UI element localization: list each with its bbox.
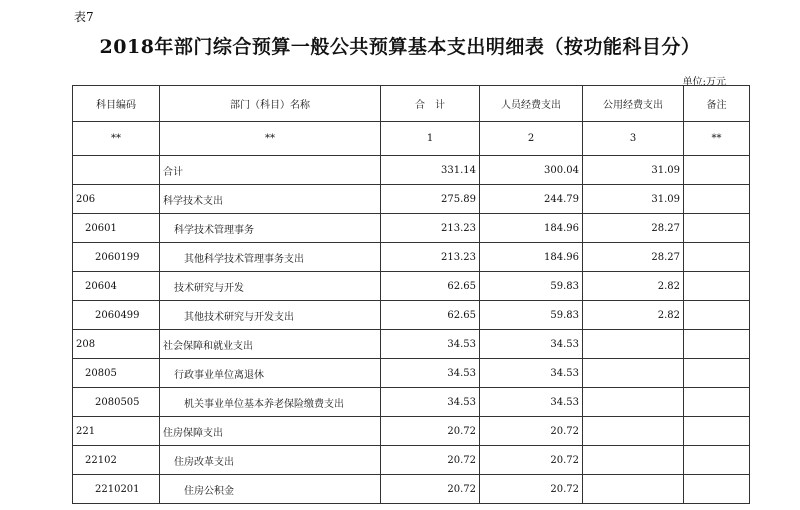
cell-total: 62.65 (381, 272, 480, 301)
table-row (73, 156, 750, 185)
cell-code: 22102 (73, 446, 160, 475)
cell-public: 2.82 (583, 301, 684, 330)
cell-total: 213.23 (381, 214, 480, 243)
header-public: 公用经费支出 (583, 86, 684, 122)
table-row (73, 243, 750, 272)
cell-name: 合计 (160, 156, 381, 185)
cell-public: 2.82 (583, 272, 684, 301)
cell-name: 其他技术研究与开发支出 (160, 301, 381, 330)
cell-note (684, 185, 750, 214)
table-body (73, 156, 750, 504)
header-name: 部门（科目）名称 (160, 86, 381, 122)
cell-name: 社会保障和就业支出 (160, 330, 381, 359)
cell-code: 20601 (73, 214, 160, 243)
cell-note (684, 301, 750, 330)
cell-name: 行政事业单位离退休 (160, 359, 381, 388)
cell-total: 20.72 (381, 475, 480, 504)
cell-total: 275.89 (381, 185, 480, 214)
subheader-personnel: 2 (480, 122, 583, 156)
cell-public (583, 388, 684, 417)
cell-code: 20805 (73, 359, 160, 388)
table-row (73, 301, 750, 330)
cell-personnel: 184.96 (480, 214, 583, 243)
subheader-code: ** (73, 122, 160, 156)
cell-total: 34.53 (381, 330, 480, 359)
cell-public (583, 475, 684, 504)
cell-public: 28.27 (583, 214, 684, 243)
table-number-label: 表7 (74, 10, 94, 24)
cell-note (684, 330, 750, 359)
cell-personnel: 20.72 (480, 475, 583, 504)
cell-public (583, 359, 684, 388)
cell-code: 2210201 (73, 475, 160, 504)
table-row (73, 388, 750, 417)
header-personnel: 人员经费支出 (480, 86, 583, 122)
cell-code: 208 (73, 330, 160, 359)
cell-code: 20604 (73, 272, 160, 301)
table-row (73, 185, 750, 214)
cell-personnel: 20.72 (480, 446, 583, 475)
table-row (73, 272, 750, 301)
cell-name: 机关事业单位基本养老保险缴费支出 (160, 388, 381, 417)
cell-personnel: 300.04 (480, 156, 583, 185)
unit-label: 单位:万元 (682, 77, 726, 88)
subheader-row (73, 122, 750, 156)
table-row (73, 359, 750, 388)
table-row (73, 330, 750, 359)
cell-public (583, 417, 684, 446)
page-title: 2018年部门综合预算一般公共预算基本支出明细表（按功能科目分） (99, 36, 701, 58)
cell-name: 科学技术管理事务 (160, 214, 381, 243)
cell-total: 331.14 (381, 156, 480, 185)
cell-total: 20.72 (381, 417, 480, 446)
cell-personnel: 184.96 (480, 243, 583, 272)
cell-public: 28.27 (583, 243, 684, 272)
cell-code: 206 (73, 185, 160, 214)
cell-personnel: 244.79 (480, 185, 583, 214)
cell-code: 2060499 (73, 301, 160, 330)
table-row (73, 475, 750, 504)
header-total: 合 计 (381, 86, 480, 122)
cell-note (684, 243, 750, 272)
cell-name: 技术研究与开发 (160, 272, 381, 301)
cell-personnel: 34.53 (480, 388, 583, 417)
cell-total: 213.23 (381, 243, 480, 272)
cell-note (684, 475, 750, 504)
cell-code: 2060199 (73, 243, 160, 272)
table-row (73, 214, 750, 243)
cell-personnel: 34.53 (480, 330, 583, 359)
cell-personnel: 59.83 (480, 272, 583, 301)
cell-personnel: 34.53 (480, 359, 583, 388)
subheader-note: ** (684, 122, 750, 156)
cell-name: 其他科学技术管理事务支出 (160, 243, 381, 272)
subheader-public: 3 (583, 122, 684, 156)
cell-personnel: 59.83 (480, 301, 583, 330)
cell-personnel: 20.72 (480, 417, 583, 446)
cell-public (583, 446, 684, 475)
subheader-name: ** (160, 122, 381, 156)
cell-note (684, 156, 750, 185)
cell-code (73, 156, 160, 185)
header-code: 科目编码 (73, 86, 160, 122)
cell-total: 20.72 (381, 446, 480, 475)
cell-name: 住房保障支出 (160, 417, 381, 446)
cell-code: 221 (73, 417, 160, 446)
cell-note (684, 359, 750, 388)
budget-table (72, 85, 750, 504)
cell-note (684, 214, 750, 243)
cell-note (684, 446, 750, 475)
cell-public (583, 330, 684, 359)
table-row (73, 417, 750, 446)
cell-public: 31.09 (583, 156, 684, 185)
cell-code: 2080505 (73, 388, 160, 417)
cell-note (684, 417, 750, 446)
cell-note (684, 388, 750, 417)
header-note: 备注 (684, 86, 750, 122)
subheader-total: 1 (381, 122, 480, 156)
cell-public: 31.09 (583, 185, 684, 214)
cell-total: 34.53 (381, 359, 480, 388)
table-row (73, 446, 750, 475)
cell-note (684, 272, 750, 301)
header-row (73, 86, 750, 122)
cell-name: 科学技术支出 (160, 185, 381, 214)
cell-name: 住房公积金 (160, 475, 381, 504)
cell-total: 62.65 (381, 301, 480, 330)
cell-name: 住房改革支出 (160, 446, 381, 475)
cell-total: 34.53 (381, 388, 480, 417)
